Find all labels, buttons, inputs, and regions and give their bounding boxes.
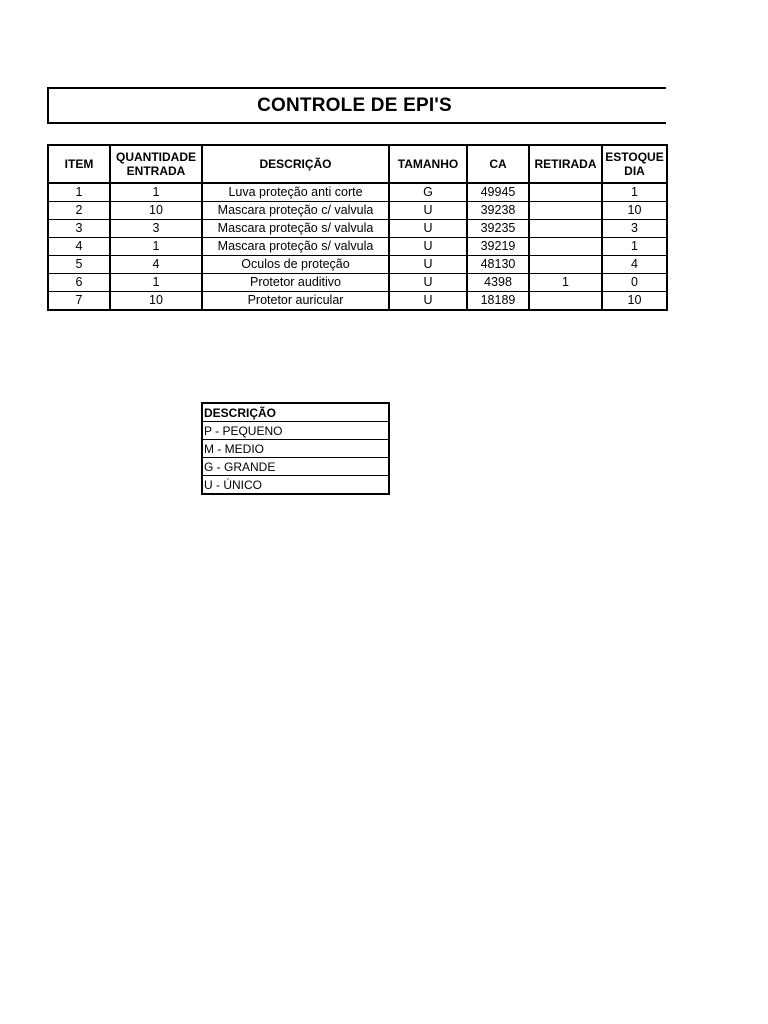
cell-ca: 48130 — [467, 256, 529, 274]
cell-descricao: Mascara proteção s/ valvula — [202, 238, 389, 256]
title-box — [47, 87, 666, 124]
cell-item: 3 — [48, 220, 110, 238]
legend-item: P - PEQUENO — [202, 422, 389, 440]
header-ca: CA — [467, 145, 529, 183]
cell-tamanho: U — [389, 238, 467, 256]
cell-retirada — [529, 292, 602, 311]
table-row — [48, 256, 667, 274]
cell-descricao: Protetor auditivo — [202, 274, 389, 292]
legend-header: DESCRIÇÃO — [202, 403, 389, 422]
cell-ca: 4398 — [467, 274, 529, 292]
cell-retirada — [529, 183, 602, 202]
legend-row — [202, 458, 389, 476]
cell-item: 4 — [48, 238, 110, 256]
page-title: CONTROLE DE EPI'S — [257, 94, 452, 116]
legend-row — [202, 476, 389, 495]
cell-descricao: Oculos de proteção — [202, 256, 389, 274]
cell-tamanho: U — [389, 274, 467, 292]
cell-estoque: 10 — [602, 202, 667, 220]
cell-quantidade: 4 — [110, 256, 202, 274]
cell-tamanho: G — [389, 183, 467, 202]
cell-quantidade: 10 — [110, 292, 202, 311]
cell-ca: 18189 — [467, 292, 529, 311]
cell-descricao: Mascara proteção c/ valvula — [202, 202, 389, 220]
cell-descricao: Luva proteção anti corte — [202, 183, 389, 202]
legend-row — [202, 422, 389, 440]
cell-retirada — [529, 202, 602, 220]
cell-estoque: 1 — [602, 183, 667, 202]
cell-descricao: Mascara proteção s/ valvula — [202, 220, 389, 238]
cell-tamanho: U — [389, 220, 467, 238]
cell-item: 1 — [48, 183, 110, 202]
cell-quantidade: 1 — [110, 238, 202, 256]
cell-item: 6 — [48, 274, 110, 292]
cell-estoque: 4 — [602, 256, 667, 274]
table-row — [48, 274, 667, 292]
cell-descricao: Protetor auricular — [202, 292, 389, 311]
size-legend-table — [201, 402, 390, 495]
legend-item: G - GRANDE — [202, 458, 389, 476]
cell-retirada — [529, 256, 602, 274]
header-item: ITEM — [48, 145, 110, 183]
header-descricao: DESCRIÇÃO — [202, 145, 389, 183]
cell-quantidade: 10 — [110, 202, 202, 220]
cell-ca: 39238 — [467, 202, 529, 220]
table-row — [48, 238, 667, 256]
table-row — [48, 202, 667, 220]
cell-tamanho: U — [389, 292, 467, 311]
table-row — [48, 292, 667, 311]
epi-table — [47, 144, 668, 311]
header-tamanho: TAMANHO — [389, 145, 467, 183]
cell-item: 2 — [48, 202, 110, 220]
cell-retirada: 1 — [529, 274, 602, 292]
cell-tamanho: U — [389, 256, 467, 274]
cell-estoque: 0 — [602, 274, 667, 292]
cell-ca: 39219 — [467, 238, 529, 256]
cell-tamanho: U — [389, 202, 467, 220]
legend-item: U - ÚNICO — [202, 476, 389, 495]
cell-item: 7 — [48, 292, 110, 311]
header-estoque: ESTOQUE DIA — [602, 145, 667, 183]
cell-quantidade: 1 — [110, 274, 202, 292]
table-row — [48, 220, 667, 238]
cell-retirada — [529, 238, 602, 256]
cell-ca: 39235 — [467, 220, 529, 238]
cell-estoque: 10 — [602, 292, 667, 311]
cell-ca: 49945 — [467, 183, 529, 202]
cell-retirada — [529, 220, 602, 238]
cell-quantidade: 3 — [110, 220, 202, 238]
cell-item: 5 — [48, 256, 110, 274]
cell-estoque: 1 — [602, 238, 667, 256]
header-quantidade: QUANTIDADE ENTRADA — [110, 145, 202, 183]
cell-quantidade: 1 — [110, 183, 202, 202]
table-row — [48, 183, 667, 202]
cell-estoque: 3 — [602, 220, 667, 238]
legend-item: M - MEDIO — [202, 440, 389, 458]
table-header-row — [48, 145, 667, 183]
legend-header-row — [202, 403, 389, 422]
header-retirada: RETIRADA — [529, 145, 602, 183]
legend-row — [202, 440, 389, 458]
